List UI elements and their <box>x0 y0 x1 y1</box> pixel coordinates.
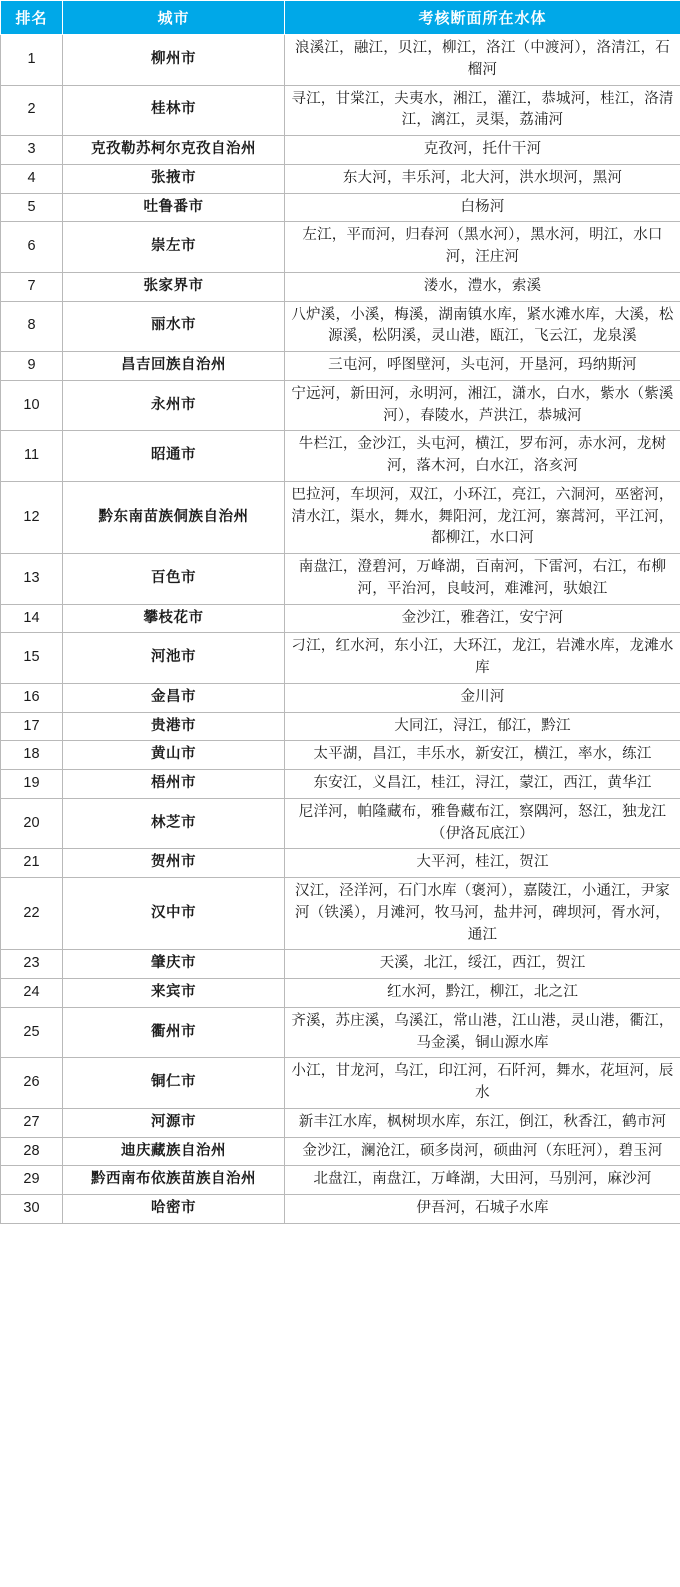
cell-rank: 2 <box>1 85 63 136</box>
cell-city: 衢州市 <box>63 1007 285 1058</box>
cell-rank: 6 <box>1 222 63 273</box>
cell-rank: 20 <box>1 798 63 849</box>
table-row <box>1 878 680 950</box>
table-row <box>1 380 680 431</box>
cell-city: 金昌市 <box>63 683 285 712</box>
table-row <box>1 683 680 712</box>
cell-water-bodies: 八炉溪，小溪，梅溪，湖南镇水库，紧水滩水库，大溪，松源溪，松阴溪，灵山港，瓯江，飞云江，龙泉溪 <box>285 301 680 352</box>
table-header <box>1 1 680 35</box>
table-row <box>1 1195 680 1224</box>
cell-water-bodies: 太平湖，昌江，丰乐水，新安江，横江，率水，练江 <box>285 741 680 770</box>
table-row <box>1 481 680 553</box>
cell-rank: 18 <box>1 741 63 770</box>
cell-city: 贺州市 <box>63 849 285 878</box>
cell-city: 汉中市 <box>63 878 285 950</box>
cell-city: 克孜勒苏柯尔克孜自治州 <box>63 136 285 165</box>
cell-water-bodies: 白杨河 <box>285 193 680 222</box>
cell-city: 贵港市 <box>63 712 285 741</box>
cell-rank: 13 <box>1 554 63 605</box>
cell-water-bodies: 刁江，红水河，东小江，大环江，龙江，岩滩水库，龙滩水库 <box>285 633 680 684</box>
table-row <box>1 35 680 86</box>
cell-rank: 8 <box>1 301 63 352</box>
cell-city: 张掖市 <box>63 164 285 193</box>
cell-rank: 12 <box>1 481 63 553</box>
cell-rank: 27 <box>1 1108 63 1137</box>
cell-city: 肇庆市 <box>63 950 285 979</box>
cell-water-bodies: 齐溪，苏庄溪，乌溪江，常山港，江山港，灵山港，衢江，马金溪，铜山源水库 <box>285 1007 680 1058</box>
cell-city: 黔东南苗族侗族自治州 <box>63 481 285 553</box>
cell-rank: 26 <box>1 1058 63 1109</box>
table-row <box>1 431 680 482</box>
column-header-water: 考核断面所在水体 <box>285 1 680 35</box>
cell-city: 攀枝花市 <box>63 604 285 633</box>
table-row <box>1 222 680 273</box>
cell-water-bodies: 金川河 <box>285 683 680 712</box>
cell-rank: 21 <box>1 849 63 878</box>
cell-city: 昭通市 <box>63 431 285 482</box>
cell-water-bodies: 牛栏江，金沙江，头屯河，横江，罗布河，赤水河，龙树河，落木河，白水江，洛亥河 <box>285 431 680 482</box>
table-row <box>1 164 680 193</box>
cell-water-bodies: 尼洋河，帕隆藏布，雅鲁藏布江，察隅河，怒江，独龙江（伊洛瓦底江） <box>285 798 680 849</box>
cell-water-bodies: 克孜河，托什干河 <box>285 136 680 165</box>
table-row <box>1 554 680 605</box>
cell-city: 迪庆藏族自治州 <box>63 1137 285 1166</box>
cell-city: 柳州市 <box>63 35 285 86</box>
table-row <box>1 770 680 799</box>
cell-rank: 24 <box>1 979 63 1008</box>
cell-rank: 16 <box>1 683 63 712</box>
cell-water-bodies: 东安江，义昌江，桂江，浔江，蒙江，西江，黄华江 <box>285 770 680 799</box>
table-row <box>1 798 680 849</box>
cell-rank: 29 <box>1 1166 63 1195</box>
cell-city: 铜仁市 <box>63 1058 285 1109</box>
cell-rank: 22 <box>1 878 63 950</box>
table-row <box>1 352 680 381</box>
cell-rank: 17 <box>1 712 63 741</box>
cell-rank: 11 <box>1 431 63 482</box>
column-header-rank: 排名 <box>1 1 63 35</box>
cell-rank: 7 <box>1 272 63 301</box>
table-row <box>1 1007 680 1058</box>
table-row <box>1 1108 680 1137</box>
cell-water-bodies: 红水河，黔江，柳江，北之江 <box>285 979 680 1008</box>
cell-rank: 30 <box>1 1195 63 1224</box>
table-row <box>1 1166 680 1195</box>
cell-city: 河池市 <box>63 633 285 684</box>
table-row <box>1 604 680 633</box>
cell-water-bodies: 宁远河，新田河，永明河，湘江，潇水，白水，紫水（紫溪河），春陵水，芦洪江，恭城河 <box>285 380 680 431</box>
cell-rank: 1 <box>1 35 63 86</box>
cell-rank: 3 <box>1 136 63 165</box>
cell-water-bodies: 汉江，泾洋河，石门水库（褒河），嘉陵江，小通江，尹家河（铁溪），月滩河，牧马河，盐井河，碑坝河，胥水河，通江 <box>285 878 680 950</box>
cell-rank: 4 <box>1 164 63 193</box>
cell-water-bodies: 金沙江，雅砻江，安宁河 <box>285 604 680 633</box>
cell-city: 黔西南布依族苗族自治州 <box>63 1166 285 1195</box>
cell-city: 张家界市 <box>63 272 285 301</box>
table-row <box>1 193 680 222</box>
table-body <box>1 35 680 1224</box>
table-row <box>1 1137 680 1166</box>
cell-water-bodies: 三屯河，呼图壁河，头屯河，开垦河，玛纳斯河 <box>285 352 680 381</box>
cell-water-bodies: 溇水，澧水，索溪 <box>285 272 680 301</box>
cell-city: 昌吉回族自治州 <box>63 352 285 381</box>
cell-water-bodies: 东大河，丰乐河，北大河，洪水坝河，黑河 <box>285 164 680 193</box>
cell-water-bodies: 大同江，浔江，郁江，黔江 <box>285 712 680 741</box>
cell-city: 崇左市 <box>63 222 285 273</box>
column-header-city: 城市 <box>63 1 285 35</box>
cell-water-bodies: 左江，平而河，归春河（黑水河），黑水河，明江，水口河，汪庄河 <box>285 222 680 273</box>
cell-city: 永州市 <box>63 380 285 431</box>
cell-city: 黄山市 <box>63 741 285 770</box>
cell-rank: 14 <box>1 604 63 633</box>
cell-water-bodies: 巴拉河，车坝河，双江，小环江，亮江，六洞河，巫密河，清水江，渠水，舞水，舞阳河，龙江河，寨蒿河，平江河，都柳江，水口河 <box>285 481 680 553</box>
cell-rank: 23 <box>1 950 63 979</box>
cell-city: 河源市 <box>63 1108 285 1137</box>
cell-rank: 10 <box>1 380 63 431</box>
table-row <box>1 979 680 1008</box>
cell-rank: 28 <box>1 1137 63 1166</box>
cell-city: 丽水市 <box>63 301 285 352</box>
cell-water-bodies: 天溪，北江，绥江，西江，贺江 <box>285 950 680 979</box>
cell-rank: 9 <box>1 352 63 381</box>
table-row <box>1 1058 680 1109</box>
table-row <box>1 85 680 136</box>
cell-city: 林芝市 <box>63 798 285 849</box>
cell-rank: 25 <box>1 1007 63 1058</box>
cell-city: 梧州市 <box>63 770 285 799</box>
table-row <box>1 849 680 878</box>
cell-water-bodies: 新丰江水库，枫树坝水库，东江，倒江，秋香江，鹤市河 <box>285 1108 680 1137</box>
cell-rank: 19 <box>1 770 63 799</box>
cell-city: 吐鲁番市 <box>63 193 285 222</box>
cell-city: 桂林市 <box>63 85 285 136</box>
table-row <box>1 741 680 770</box>
cell-water-bodies: 小江，甘龙河，乌江，印江河，石阡河，舞水，花垣河，辰水 <box>285 1058 680 1109</box>
cell-water-bodies: 寻江，甘棠江，夫夷水，湘江，灌江，恭城河，桂江，洛清江，漓江，灵渠，荔浦河 <box>285 85 680 136</box>
cell-water-bodies: 伊吾河，石城子水库 <box>285 1195 680 1224</box>
cell-water-bodies: 金沙江，澜沧江，硕多岗河，硕曲河（东旺河），碧玉河 <box>285 1137 680 1166</box>
table-row <box>1 136 680 165</box>
cell-city: 百色市 <box>63 554 285 605</box>
table-header-row <box>1 1 680 35</box>
cell-water-bodies: 北盘江，南盘江，万峰湖，大田河，马别河，麻沙河 <box>285 1166 680 1195</box>
cell-water-bodies: 南盘江，澄碧河，万峰湖，百南河，下雷河，右江，布柳河，平治河，良岐河，难滩河，驮娘江 <box>285 554 680 605</box>
cell-water-bodies: 大平河，桂江，贺江 <box>285 849 680 878</box>
cell-city: 哈密市 <box>63 1195 285 1224</box>
table-row <box>1 712 680 741</box>
cell-rank: 15 <box>1 633 63 684</box>
table-row <box>1 633 680 684</box>
cell-city: 来宾市 <box>63 979 285 1008</box>
table-row <box>1 301 680 352</box>
cell-water-bodies: 浪溪江，融江，贝江，柳江，洛江（中渡河），洛清江，石榴河 <box>285 35 680 86</box>
table-row <box>1 272 680 301</box>
table-row <box>1 950 680 979</box>
cell-rank: 5 <box>1 193 63 222</box>
